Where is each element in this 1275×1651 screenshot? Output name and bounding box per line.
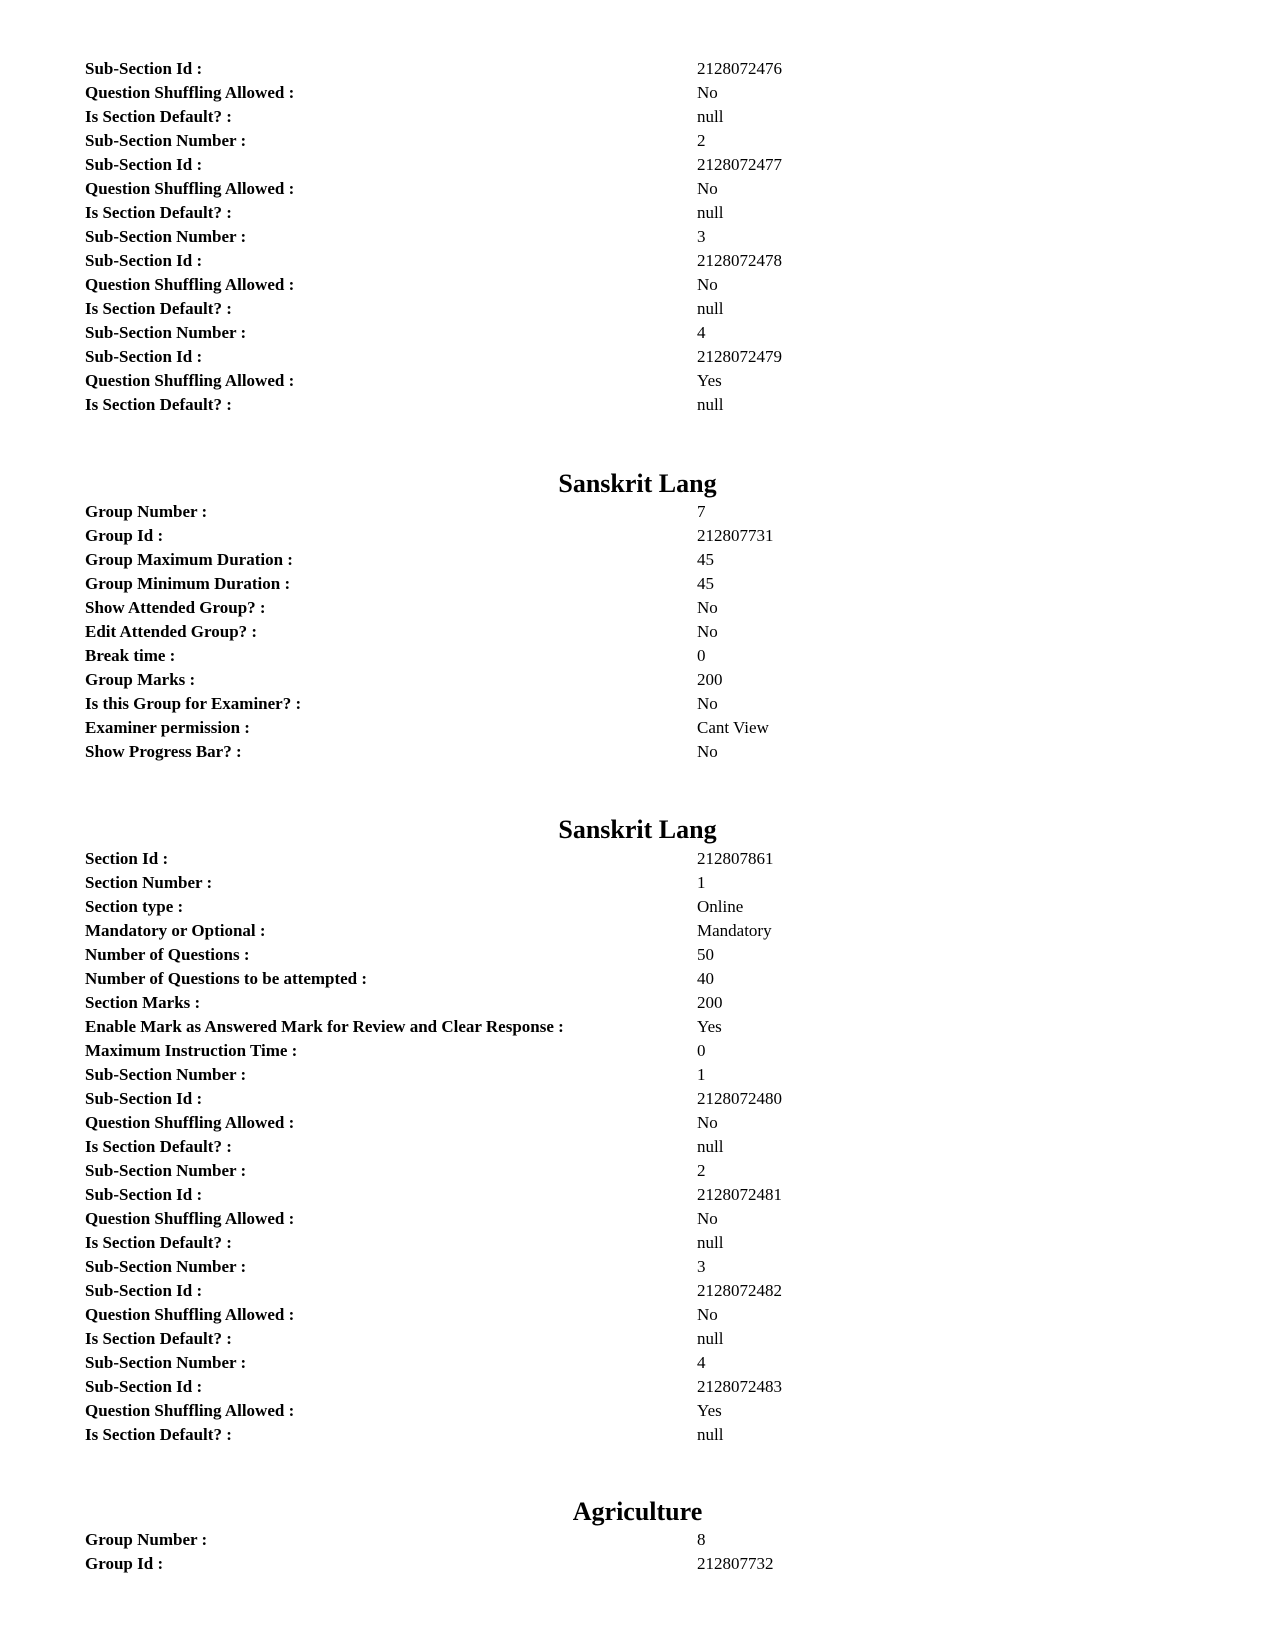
- row-label: Is Section Default? :: [85, 107, 232, 126]
- row-label: Number of Questions :: [85, 945, 250, 964]
- row-value: No: [697, 275, 718, 294]
- row-value: No: [697, 1305, 718, 1324]
- info-row: [85, 548, 1185, 572]
- row-value: 8: [697, 1530, 706, 1549]
- info-row: [85, 1039, 1185, 1063]
- row-value: 2: [697, 131, 706, 150]
- agriculture-title: Agriculture: [572, 1497, 703, 1526]
- row-value: 200: [697, 993, 723, 1012]
- row-value: 0: [697, 646, 706, 665]
- row-value: 212807861: [697, 849, 774, 868]
- info-row: [85, 1111, 1185, 1135]
- row-label: Sub-Section Number :: [85, 1161, 247, 1180]
- info-row: [85, 1231, 1185, 1255]
- group-title: Sanskrit Lang: [558, 469, 717, 498]
- row-label: Sub-Section Number :: [85, 131, 247, 150]
- info-row: [85, 847, 1185, 871]
- row-value: 4: [697, 323, 706, 342]
- row-value: null: [697, 1425, 724, 1444]
- row-label: Section Marks :: [85, 993, 201, 1012]
- row-label: Sub-Section Id :: [85, 347, 203, 366]
- row-value: 40: [697, 969, 714, 988]
- info-row: [85, 1063, 1185, 1087]
- row-value: No: [697, 694, 718, 713]
- row-value: 1: [697, 873, 706, 892]
- row-label: Question Shuffling Allowed :: [85, 371, 295, 390]
- row-value: 2128072482: [697, 1281, 782, 1300]
- row-value: Yes: [697, 371, 722, 390]
- info-row: [85, 596, 1185, 620]
- row-label: Is Section Default? :: [85, 1137, 232, 1156]
- info-row: [85, 249, 1185, 273]
- info-row: [85, 644, 1185, 668]
- info-row: [85, 1303, 1185, 1327]
- row-label: Question Shuffling Allowed :: [85, 1113, 295, 1132]
- row-value: 3: [697, 227, 706, 246]
- row-label: Question Shuffling Allowed :: [85, 179, 295, 198]
- row-label: Show Progress Bar? :: [85, 742, 242, 761]
- row-label: Show Attended Group? :: [85, 598, 266, 617]
- info-row: [85, 943, 1185, 967]
- row-label: Maximum Instruction Time :: [85, 1041, 298, 1060]
- info-row: [85, 393, 1185, 417]
- info-row: [85, 1423, 1185, 1447]
- info-row: [85, 620, 1185, 644]
- row-value: 4: [697, 1353, 706, 1372]
- row-value: No: [697, 1209, 718, 1228]
- info-row: [85, 129, 1185, 153]
- row-label: Sub-Section Id :: [85, 1377, 203, 1396]
- row-label: Group Minimum Duration :: [85, 574, 291, 593]
- section-title: Sanskrit Lang: [558, 815, 717, 844]
- info-row: [85, 273, 1185, 297]
- row-value: null: [697, 1233, 724, 1252]
- row-label: Question Shuffling Allowed :: [85, 83, 295, 102]
- row-label: Sub-Section Id :: [85, 1185, 203, 1204]
- info-row: [85, 1279, 1185, 1303]
- info-row: [85, 1327, 1185, 1351]
- info-row: [85, 740, 1185, 764]
- row-value: 2128072477: [697, 155, 782, 174]
- row-label: Section Number :: [85, 873, 213, 892]
- row-label: Number of Questions to be attempted :: [85, 969, 368, 988]
- row-value: null: [697, 1137, 724, 1156]
- row-label: Break time :: [85, 646, 176, 665]
- row-value: null: [697, 395, 724, 414]
- info-row: [85, 177, 1185, 201]
- info-row: [85, 57, 1185, 81]
- info-row: [85, 81, 1185, 105]
- row-value: Online: [697, 897, 744, 916]
- row-value: No: [697, 83, 718, 102]
- info-row: [85, 692, 1185, 716]
- row-label: Sub-Section Id :: [85, 1089, 203, 1108]
- row-label: Section type :: [85, 897, 184, 916]
- row-label: Is this Group for Examiner? :: [85, 694, 302, 713]
- row-label: Is Section Default? :: [85, 1425, 232, 1444]
- row-label: Sub-Section Id :: [85, 251, 203, 270]
- info-row: [85, 919, 1185, 943]
- row-label: Sub-Section Number :: [85, 227, 247, 246]
- row-value: 212807732: [697, 1554, 774, 1573]
- row-value: null: [697, 1329, 724, 1348]
- row-value: null: [697, 299, 724, 318]
- row-value: 212807731: [697, 526, 774, 545]
- row-label: Sub-Section Id :: [85, 59, 203, 78]
- row-value: 2128072478: [697, 251, 782, 270]
- row-label: Is Section Default? :: [85, 1233, 232, 1252]
- info-row: [85, 105, 1185, 129]
- info-row: [85, 1552, 1185, 1576]
- row-label: Group Number :: [85, 1530, 208, 1549]
- row-label: Is Section Default? :: [85, 395, 232, 414]
- row-label: Group Number :: [85, 502, 208, 521]
- info-row: [85, 1183, 1185, 1207]
- row-value: 45: [697, 550, 714, 569]
- info-row: [85, 1015, 1185, 1039]
- info-row: [85, 1351, 1185, 1375]
- info-row: [85, 1399, 1185, 1423]
- info-row: [85, 1255, 1185, 1279]
- row-value: No: [697, 179, 718, 198]
- row-value: 2: [697, 1161, 706, 1180]
- row-value: 2128072481: [697, 1185, 782, 1204]
- row-label: Section Id :: [85, 849, 169, 868]
- row-label: Is Section Default? :: [85, 1329, 232, 1348]
- row-value: Yes: [697, 1401, 722, 1420]
- row-label: Mandatory or Optional :: [85, 921, 266, 940]
- info-row: [85, 871, 1185, 895]
- row-label: Enable Mark as Answered Mark for Review and Clear Response :: [85, 1017, 564, 1036]
- info-row: [85, 321, 1185, 345]
- info-row: [85, 1159, 1185, 1183]
- row-value: 3: [697, 1257, 706, 1276]
- row-label: Question Shuffling Allowed :: [85, 275, 295, 294]
- info-row: [85, 153, 1185, 177]
- row-value: No: [697, 1113, 718, 1132]
- row-label: Sub-Section Number :: [85, 323, 247, 342]
- row-label: Sub-Section Number :: [85, 1257, 247, 1276]
- row-value: No: [697, 598, 718, 617]
- row-value: 2128072476: [697, 59, 782, 78]
- row-label: Group Maximum Duration :: [85, 550, 293, 569]
- info-row: [85, 1135, 1185, 1159]
- row-label: Sub-Section Id :: [85, 1281, 203, 1300]
- info-row: [85, 369, 1185, 393]
- row-value: null: [697, 107, 724, 126]
- info-row: [85, 572, 1185, 596]
- row-value: No: [697, 742, 718, 761]
- row-value: 200: [697, 670, 723, 689]
- row-value: null: [697, 203, 724, 222]
- info-row: [85, 345, 1185, 369]
- info-row: [85, 225, 1185, 249]
- row-label: Group Marks :: [85, 670, 196, 689]
- info-row: [85, 967, 1185, 991]
- row-label: Question Shuffling Allowed :: [85, 1209, 295, 1228]
- row-label: Group Id :: [85, 526, 164, 545]
- info-row: [85, 524, 1185, 548]
- row-value: No: [697, 622, 718, 641]
- row-label: Sub-Section Number :: [85, 1353, 247, 1372]
- row-label: Sub-Section Id :: [85, 155, 203, 174]
- row-value: Yes: [697, 1017, 722, 1036]
- row-label: Question Shuffling Allowed :: [85, 1305, 295, 1324]
- row-value: Mandatory: [697, 921, 772, 940]
- row-label: Sub-Section Number :: [85, 1065, 247, 1084]
- row-value: 50: [697, 945, 714, 964]
- info-row: [85, 668, 1185, 692]
- info-row: [85, 716, 1185, 740]
- row-label: Group Id :: [85, 1554, 164, 1573]
- row-label: Is Section Default? :: [85, 299, 232, 318]
- row-value: 45: [697, 574, 714, 593]
- row-value: 2128072479: [697, 347, 782, 366]
- row-label: Edit Attended Group? :: [85, 622, 258, 641]
- row-value: 0: [697, 1041, 706, 1060]
- info-row: [85, 1375, 1185, 1399]
- row-label: Is Section Default? :: [85, 203, 232, 222]
- row-value: 1: [697, 1065, 706, 1084]
- info-row: [85, 895, 1185, 919]
- info-row: [85, 991, 1185, 1015]
- info-row: [85, 1087, 1185, 1111]
- info-row: [85, 1207, 1185, 1231]
- info-row: [85, 1528, 1185, 1552]
- row-value: 7: [697, 502, 706, 521]
- row-value: 2128072483: [697, 1377, 782, 1396]
- info-row: [85, 500, 1185, 524]
- row-value: Cant View: [697, 718, 769, 737]
- row-label: Examiner permission :: [85, 718, 250, 737]
- info-row: [85, 297, 1185, 321]
- info-row: [85, 201, 1185, 225]
- row-label: Question Shuffling Allowed :: [85, 1401, 295, 1420]
- row-value: 2128072480: [697, 1089, 782, 1108]
